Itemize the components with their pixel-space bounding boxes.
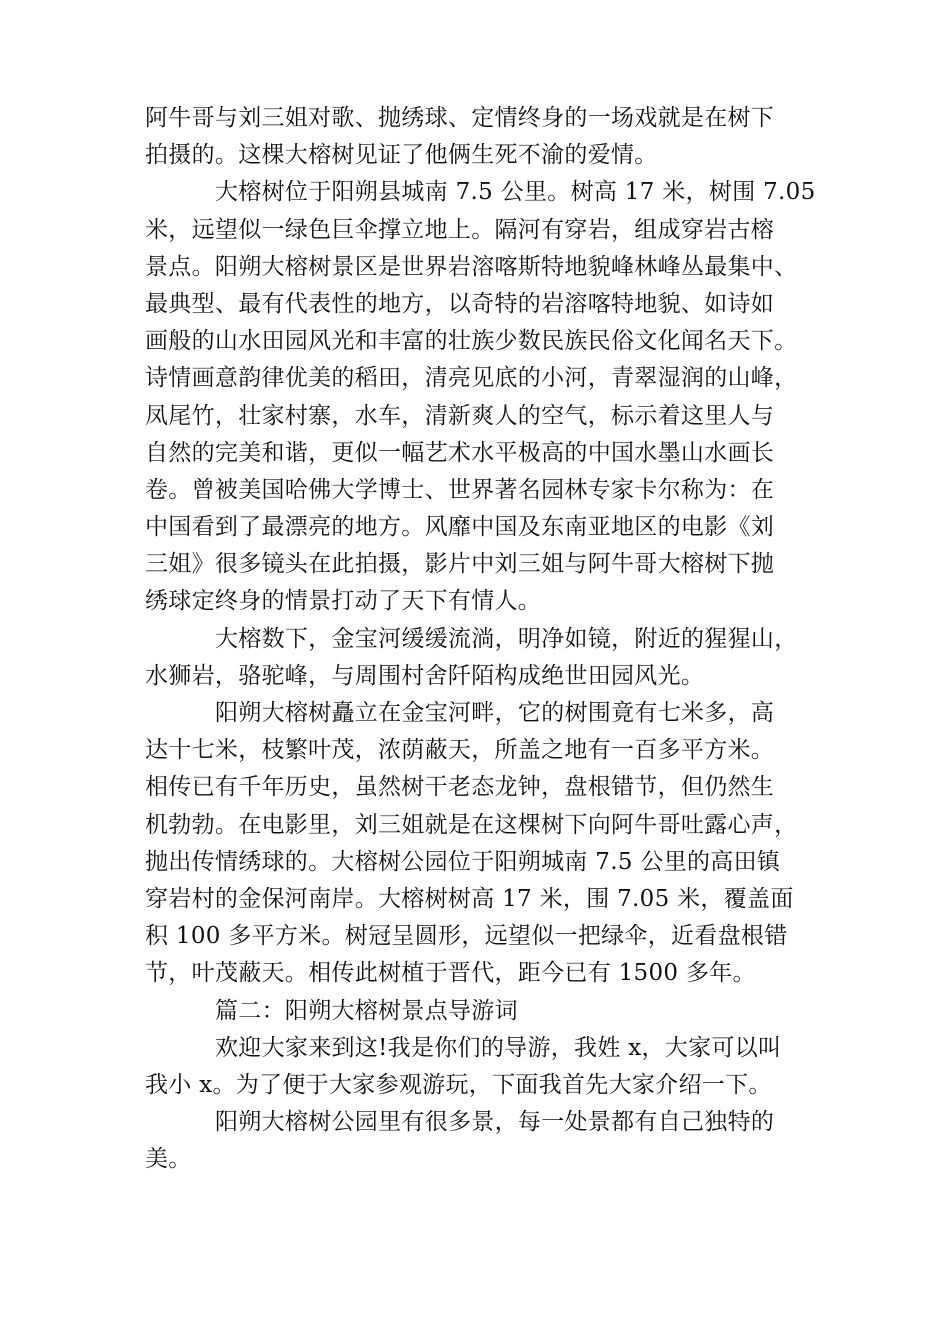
text-line: 穿岩村的金保河南岸。大榕树树高 17 米，围 7.05 米，覆盖面: [145, 885, 794, 912]
text-line: 阳朔大榕树公园里有很多景，每一处景都有自己独特的: [215, 1109, 775, 1136]
text-line: 绣球定终身的情景打动了天下有情人。: [145, 588, 542, 615]
text-line: 画般的山水田园风光和丰富的壮族少数民族民俗文化闻名天下。: [145, 328, 798, 355]
document-page: [145, 100, 816, 1178]
text-line: 机勃勃。在电影里，刘三姐就是在这棵树下向阿牛哥吐露心声，: [145, 811, 798, 838]
text-line: 欢迎大家来到这!我是你们的导游，我姓 x，大家可以叫: [215, 1034, 782, 1061]
text-line: 自然的完美和谐，更似一幅艺术水平极高的中国水墨山水画长: [145, 439, 775, 466]
text-line: 景点。阳朔大榕树景区是世界岩溶喀斯特地貌峰林峰丛最集中、: [145, 253, 798, 280]
text-line: 抛出传情绣球的。大榕树公园位于阳朔城南 7.5 公里的高田镇: [145, 848, 781, 875]
text-line: 我小 x。为了便于大家参观游玩，下面我首先大家介绍一下。: [145, 1071, 772, 1098]
text-line: 达十七米，枝繁叶茂，浓荫蔽天，所盖之地有一百多平方米。: [145, 737, 775, 764]
text-line: 美。: [145, 1146, 192, 1173]
text-line: 米，远望似一绿色巨伞撑立地上。隔河有穿岩，组成穿岩古榕: [145, 216, 775, 243]
text-line: 三姐》很多镜头在此拍摄，影片中刘三姐与阿牛哥大榕树下抛: [145, 551, 775, 578]
text-line: 中国看到了最漂亮的地方。风靡中国及东南亚地区的电影《刘: [145, 514, 775, 541]
text-line: 凤尾竹，壮家村寨，水车，清新爽人的空气，标示着这里人与: [145, 402, 775, 429]
paragraph: [145, 993, 805, 1030]
text-line: 阿牛哥与刘三姐对歌、抛绣球、定情终身的一场戏就是在树下: [145, 105, 775, 131]
text-line: 大榕数下，金宝河缓缓流淌，明净如镜，附近的猩猩山，: [215, 625, 798, 652]
paragraph: [145, 174, 816, 620]
text-line: 相传已有千年历史，虽然树干老态龙钟，盘根错节，但仍然生: [145, 774, 775, 801]
text-line: 节，叶茂蔽天。相传此树植于晋代，距今已有 1500 多年。: [145, 960, 756, 987]
text-line: 卷。曾被美国哈佛大学博士、世界著名园林专家卡尔称为：在: [145, 476, 775, 503]
paragraph: [145, 695, 805, 993]
text-line: 拍摄的。这棵大榕树见证了他俩生死不渝的爱情。: [145, 142, 658, 169]
paragraph: [145, 1030, 805, 1104]
text-line: 诗情画意韵律优美的稻田，清亮见底的小河，青翠湿润的山峰，: [145, 365, 798, 392]
text-line: 大榕树位于阳朔县城南 7.5 公里。树高 17 米，树围 7.05: [215, 179, 816, 206]
paragraph: [145, 100, 805, 174]
text-line: 积 100 多平方米。树冠呈圆形，远望似一把绿伞，近看盘根错: [145, 923, 788, 950]
text-line: 最典型、最有代表性的地方，以奇特的岩溶喀特地貌、如诗如: [145, 290, 775, 317]
paragraph: [145, 621, 805, 695]
text-line: 篇二：阳朔大榕树景点导游词: [215, 997, 518, 1024]
text-line: 水狮岩，骆驼峰，与周围村舍阡陌构成绝世田园风光。: [145, 662, 705, 689]
text-line: 阳朔大榕树矗立在金宝河畔，它的树围竟有七米多，高: [215, 700, 775, 726]
paragraph: [145, 1104, 805, 1178]
